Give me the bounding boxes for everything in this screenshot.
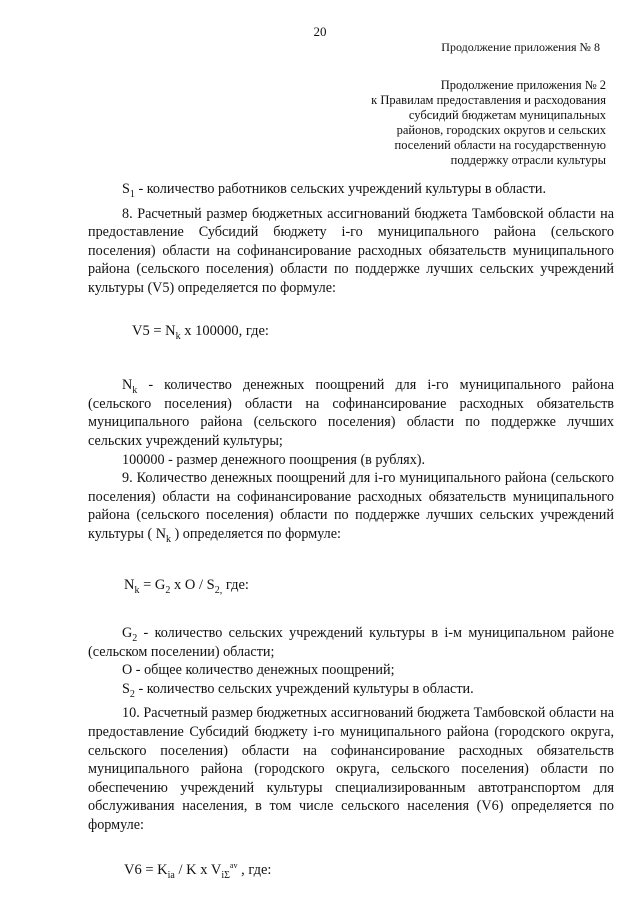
g2-subscript: 2 (132, 633, 138, 645)
document-body (88, 180, 614, 879)
annex-line: к Правилам предоставления и расходования (371, 93, 606, 107)
paragraph-9 (88, 469, 614, 543)
nk-symbol: N (122, 377, 133, 394)
formula-nk-nsub: k (134, 584, 140, 596)
paragraph-8: 8. Расчетный размер бюджетных ассигнований бюджета Тамбовской области на предоставление Субсидий бюджету i-го муниципального района (сельского поселения) области на софинансирование расходных обязательств муниципального района (сельского поселения) области по поддержке лучших сельских учреждений культуры (V5) определяется по формуле: (88, 205, 614, 296)
g2-symbol: G (122, 625, 133, 642)
formula-v5-sub: k (175, 330, 181, 342)
s2-symbol: S (122, 680, 130, 697)
formula-v5-right: x 100000, где: (180, 322, 269, 339)
p9-text: 9. Количество денежных поощрений для i-го муниципального района (сельского поселения) области на софинансирование расходных обязательств муниципального района (сельского поселения) области по поддержке лучших сельских учреждений культуры ( N (88, 470, 614, 542)
s1-subscript: 1 (129, 189, 135, 200)
nk-subscript: k (132, 385, 138, 397)
o-definition: О - общее количество денежных поощрений; (122, 662, 395, 679)
g2-definition (88, 624, 614, 661)
annex-line: районов, городских округов и сельских (396, 123, 606, 137)
formula-nk-ssub: 2, (214, 584, 223, 596)
reward-size-line: 100000 - размер денежного поощрения (в рублях). (122, 451, 426, 468)
formula-nk-tail: где: (222, 576, 249, 593)
formula-v6-sup: av (229, 860, 238, 870)
annex-reference-block (276, 78, 606, 168)
annex-continuation-note: Продолжение приложения № 8 (441, 40, 600, 54)
nk-definition (88, 376, 614, 450)
annex-line: Продолжение приложения № 2 (440, 78, 606, 92)
formula-v6-left: V6 = K (124, 861, 168, 878)
nk-text: - количество денежных поощрений для i-го муниципального района (сельского поселения) области на софинансирование расходных обязательств муниципального района (сельского поселения) области по поддержке лучших сельских учреждений культуры; (88, 377, 614, 449)
s2-definition (88, 680, 614, 699)
s1-text: - количество работников сельских учреждений культуры в области. (134, 181, 547, 197)
page-number: 20 (313, 24, 327, 39)
formula-v6-tail: , где: (237, 861, 272, 878)
formula-nk-n: N (124, 576, 135, 593)
s2-subscript: 2 (129, 688, 135, 700)
formula-v6 (88, 861, 614, 880)
formula-nk-mid: x O / S (170, 576, 215, 593)
p9-subscript: k (165, 533, 171, 545)
s1-symbol: S (122, 181, 130, 197)
paragraph-10: 10. Расчетный размер бюджетных ассигнований бюджета Тамбовской области на предоставление Субсидий бюджету i-го муниципального района (городского округа, сельского поселения) области на софинансирование расходных обязательств муниципального района (городского округа, сельского поселения) области по обеспечению учреждений культуры специализированным автотранспортом для обслуживания населения, в том числе сельского населения (V6) определяется по формуле: (88, 705, 614, 834)
formula-nk-gsub: 2 (165, 584, 171, 596)
s2-text: - количество сельских учреждений культуры в области. (134, 680, 474, 697)
formula-v5 (88, 322, 614, 341)
annex-line: поддержку отрасли культуры (450, 153, 606, 167)
formula-v6-sub2: iΣ (221, 869, 230, 881)
formula-v5-left: V5 = N (132, 322, 176, 339)
g2-text: - количество сельских учреждений культуры в i-м муниципальном районе (сельском поселении) области; (88, 625, 614, 660)
annex-line: поселений области на государственную (394, 138, 606, 152)
formula-nk-eq: = G (139, 576, 166, 593)
formula-nk (88, 576, 614, 595)
s1-definition (88, 180, 614, 199)
formula-v6-mid: / K x V (174, 861, 222, 878)
formula-v6-sub1: ia (167, 869, 175, 881)
p9-tail: ) определяется по формуле: (170, 525, 342, 542)
annex-line: субсидий бюджетам муниципальных (408, 108, 606, 122)
